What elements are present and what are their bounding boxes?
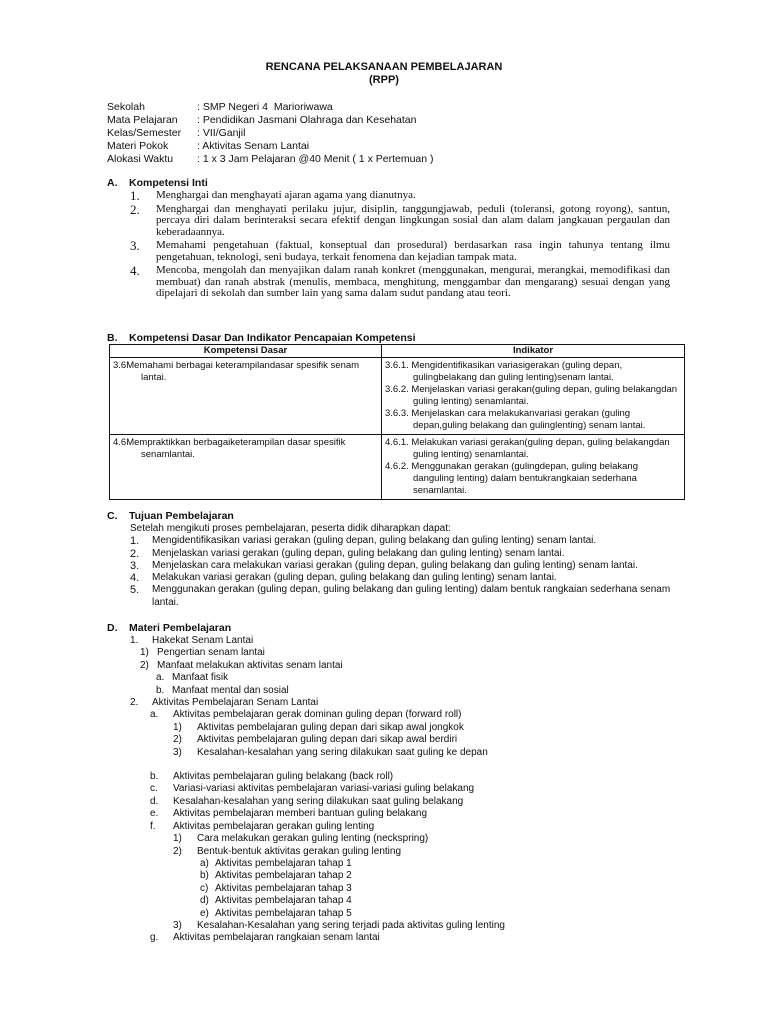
list-item (130, 240, 670, 263)
item-text: Mencoba, mengolah dan menyajikan dalam ranah konkret (menggunakan, mengurai, merangkai, memodifikasi dan membuat) dan ranah abstrak (menulis, membaca, menghitung, menggambar dan mengarang) sesuai dengan yang dipelajari di sekolah dan sumber lain yang sama dalam sudut pandang atau teori. (156, 264, 670, 299)
outline-item (130, 821, 690, 833)
item-text: Aktivitas pembelajaran memberi bantuan guling belakang (173, 808, 428, 820)
section-title: Tujuan Pembelajaran (129, 510, 234, 522)
item-text: Melakukan variasi gerakan (guling depan, guling belakang dan guling lenting) senam lantai. (152, 572, 557, 584)
indikator-item: 3.6.3. Menjelaskan cara melakukanvariasi gerakan (guling depan,guling belakang dan gulinglenting) senam lantai. (385, 408, 646, 431)
item-marker: d. (150, 795, 159, 807)
outline-item (130, 647, 690, 659)
item-text: Aktivitas pembelajaran gerakan guling lenting (173, 820, 375, 832)
item-marker: 1. (130, 635, 139, 646)
section-title: Kompetensi Inti (129, 177, 208, 189)
identity-value: : 1 x 3 Jam Pelajaran @40 Menit ( 1 x Pertemuan ) (197, 153, 434, 165)
item-marker: 2. (130, 697, 139, 709)
section-letter: A. (107, 177, 118, 189)
identity-key: Materi Pokok (107, 140, 169, 152)
indikator-item: 3.6.2. Menjelaskan variasi gerakan(guling depan, guling belakangdan guling lenting) senamlantai. (385, 384, 678, 407)
item-number: 3. (130, 238, 140, 253)
outline-item (130, 808, 690, 820)
outline-item (130, 895, 690, 907)
outline-item (130, 734, 690, 746)
list-item (130, 265, 670, 300)
item-marker: b. (150, 771, 159, 783)
identity-value: : Pendidikan Jasmani Olahraga dan Kesehatan (197, 114, 417, 126)
item-text: Aktivitas pembelajaran tahap 2 (215, 870, 352, 882)
identity-row (107, 101, 434, 114)
identity-row (107, 153, 434, 166)
section-d-heading (107, 622, 231, 634)
table-cell-indikator (382, 435, 685, 500)
item-number: 3. (130, 559, 140, 572)
item-text: Aktivitas pembelajaran guling depan dari sikap awal jongkok (197, 721, 464, 733)
identity-row (107, 114, 434, 127)
item-text: Manfaat melakukan aktivitas senam lantai (157, 659, 343, 671)
identity-key: Mata Pelajaran (107, 114, 178, 126)
item-text: Aktivitas pembelajaran tahap 3 (215, 882, 352, 894)
item-marker: e. (150, 808, 159, 820)
item-text: Aktivitas pembelajaran rangkaian senam lantai (173, 932, 380, 944)
item-number: 1. (130, 188, 140, 203)
outline-item (130, 870, 690, 882)
table-row (110, 435, 685, 500)
item-marker: e) (200, 907, 209, 919)
list-item (130, 560, 690, 572)
identity-value: : SMP Negeri 4 Marioriwawa (197, 101, 333, 113)
kompetensi-table (109, 344, 685, 500)
item-marker: f. (150, 820, 156, 832)
table-cell-kd (110, 435, 382, 500)
item-text: Variasi-variasi aktivitas pembelajaran variasi-variasi guling belakang (173, 783, 475, 795)
kd-text: 4.6Mempraktikkan berbagaiketerampilan dasar spesifik senamlantai. (113, 437, 346, 460)
item-number: 4. (130, 263, 140, 278)
table-row (110, 358, 685, 435)
item-number: 4. (130, 572, 140, 585)
section-letter: B. (107, 332, 118, 344)
identity-row (107, 127, 434, 140)
item-marker: 1) (173, 833, 182, 845)
list-item (130, 584, 690, 609)
item-marker: 3) (173, 746, 182, 758)
list-item (130, 572, 690, 584)
item-marker: 2) (140, 659, 149, 671)
identity-value: : Aktivitas Senam Lantai (197, 140, 310, 152)
outline-item (130, 932, 690, 944)
outline-item (130, 685, 690, 697)
item-number: 1. (130, 535, 140, 548)
item-number: 2. (130, 547, 140, 560)
list-item (130, 190, 670, 202)
indikator-item: 4.6.1. Melakukan variasi gerakan(guling depan, guling belakangdan guling lenting) senamlantai. (385, 437, 670, 460)
item-text: Aktivitas pembelajaran guling belakang (back roll) (173, 771, 394, 783)
outline-item (130, 635, 690, 647)
outline-item (130, 722, 690, 734)
spacer (130, 759, 690, 771)
identity-key: Sekolah (107, 101, 145, 113)
table-header-row (110, 345, 685, 358)
kd-text: 3.6Memahami berbagai keterampilandasar spesifik senam lantai. (113, 360, 360, 383)
item-text: Menghargai dan menghayati ajaran agama yang dianutnya. (156, 189, 416, 201)
item-marker: a. (150, 709, 159, 721)
item-marker: 1) (140, 647, 149, 659)
outline-item (130, 858, 690, 870)
tujuan-list (130, 523, 690, 609)
item-text: Mengidentifikasikan variasi gerakan (guling depan, guling belakang dan guling lenting) senam lantai. (152, 535, 597, 547)
item-marker: 2) (173, 734, 182, 746)
item-text: Menjelaskan variasi gerakan (guling depan, guling belakang dan guling lenting) senam lantai. (152, 547, 565, 559)
identity-key: Alokasi Waktu (107, 153, 174, 165)
outline-item (130, 846, 690, 858)
list-item (130, 548, 690, 560)
tujuan-intro: Setelah mengikuti proses pembelajaran, peserta didik diharapkan dapat: (130, 523, 451, 534)
item-text: Cara melakukan gerakan guling lenting (neckspring) (197, 833, 429, 845)
materi-list (130, 635, 690, 945)
item-text: Bentuk-bentuk aktivitas gerakan guling lenting (197, 845, 402, 857)
table-cell-indikator (382, 358, 685, 435)
item-text: Aktivitas pembelajaran gerak dominan guling depan (forward roll) (173, 709, 462, 721)
identity-block (107, 101, 434, 166)
document-subtitle: (RPP) (369, 74, 399, 86)
outline-item (130, 747, 690, 759)
item-marker: d) (200, 895, 209, 907)
item-marker: a) (200, 857, 209, 869)
kompetensi-inti-list (130, 190, 670, 302)
outline-item (130, 697, 690, 709)
item-marker: a. (156, 672, 165, 684)
item-marker: b) (200, 870, 209, 882)
section-a-heading (107, 177, 208, 189)
item-text: Aktivitas Pembelajaran Senam Lantai (152, 697, 319, 709)
item-marker: c. (150, 783, 158, 795)
outline-item (130, 883, 690, 895)
column-header: Kompetensi Dasar (110, 345, 382, 358)
item-marker: 3) (173, 919, 182, 931)
section-title: Kompetensi Dasar Dan Indikator Pencapaian Kompetensi (129, 332, 416, 344)
outline-item (130, 709, 690, 721)
outline-item (130, 783, 690, 795)
item-text: Aktivitas pembelajaran guling depan dari sikap awal berdiri (197, 734, 458, 746)
list-item (130, 535, 690, 547)
item-text: Menghargai dan menghayati perilaku jujur, disiplin, tanggungjawab, peduli (toleransi, gotong royong), santun, percaya diri dalam berinteraksi secara efektif dengan lingkungan sosial dan alam dalam jangkauan pergaulan dan keberadaannya. (156, 202, 670, 238)
outline-item (130, 771, 690, 783)
section-letter: D. (107, 622, 118, 634)
item-text: Kesalahan-kesalahan yang sering dilakukan saat guling ke depan (197, 746, 488, 758)
item-text: Kesalahan-Kesalahan yang sering terjadi pada aktivitas guling lenting (197, 919, 505, 931)
outline-item (130, 672, 690, 684)
item-marker: 2) (173, 845, 182, 857)
indikator-item: 4.6.2. Menggunakan gerakan (gulingdepan, guling belakang danguling lenting) dalam bentukrangkaian sederhana senamlantai. (385, 461, 639, 496)
item-text: Menggunakan gerakan (guling depan, guling belakang dan guling lenting) dalam bentuk rangkaian sederhana senam lantai. (152, 584, 671, 608)
indikator-item: 3.6.1. Mengidentifikasikan variasigerakan (guling depan, gulingbelakang dan guling lenting)senam lantai. (385, 360, 623, 383)
item-text: Aktivitas pembelajaran tahap 1 (215, 857, 352, 869)
item-text: Menjelaskan cara melakukan variasi gerakan (guling depan, guling belakang dan guling lenting) senam lantai. (152, 559, 638, 571)
section-letter: C. (107, 510, 118, 522)
item-marker: b. (156, 684, 165, 696)
list-item (130, 201, 670, 239)
item-number: 2. (130, 201, 140, 217)
item-text: Hakekat Senam Lantai (152, 635, 254, 646)
item-text: Memahami pengetahuan (faktual, konseptual dan prosedural) berdasarkan rasa ingin tahunya tentang ilmu pengetahuan, teknologi, seni budaya, terkait fenomena dan kejadian tampak mata. (156, 239, 670, 263)
section-b-heading (107, 332, 416, 344)
identity-key: Kelas/Semester (107, 127, 182, 139)
outline-item (130, 833, 690, 845)
outline-item (130, 660, 690, 672)
outline-item (130, 908, 690, 920)
item-text: Aktivitas pembelajaran tahap 5 (215, 907, 352, 919)
table-cell-kd (110, 358, 382, 435)
item-number: 5. (130, 584, 140, 597)
item-marker: g. (150, 932, 159, 944)
identity-value: : VII/Ganjil (197, 127, 246, 139)
section-title: Materi Pembelajaran (129, 622, 232, 634)
column-header: Indikator (382, 345, 685, 358)
section-c-heading (107, 510, 234, 522)
outline-item (130, 796, 690, 808)
item-marker: c) (200, 882, 209, 894)
document-title: RENCANA PELAKSANAAN PEMBELAJARAN (265, 61, 503, 73)
item-text: Manfaat fisik (172, 672, 229, 684)
item-text: Pengertian senam lantai (157, 647, 265, 659)
identity-row (107, 140, 434, 153)
item-text: Manfaat mental dan sosial (172, 684, 289, 696)
item-marker: 1) (173, 721, 182, 733)
item-text: Aktivitas pembelajaran tahap 4 (215, 895, 352, 907)
item-text: Kesalahan-kesalahan yang sering dilakukan saat guling belakang (173, 795, 464, 807)
outline-item (130, 920, 690, 932)
